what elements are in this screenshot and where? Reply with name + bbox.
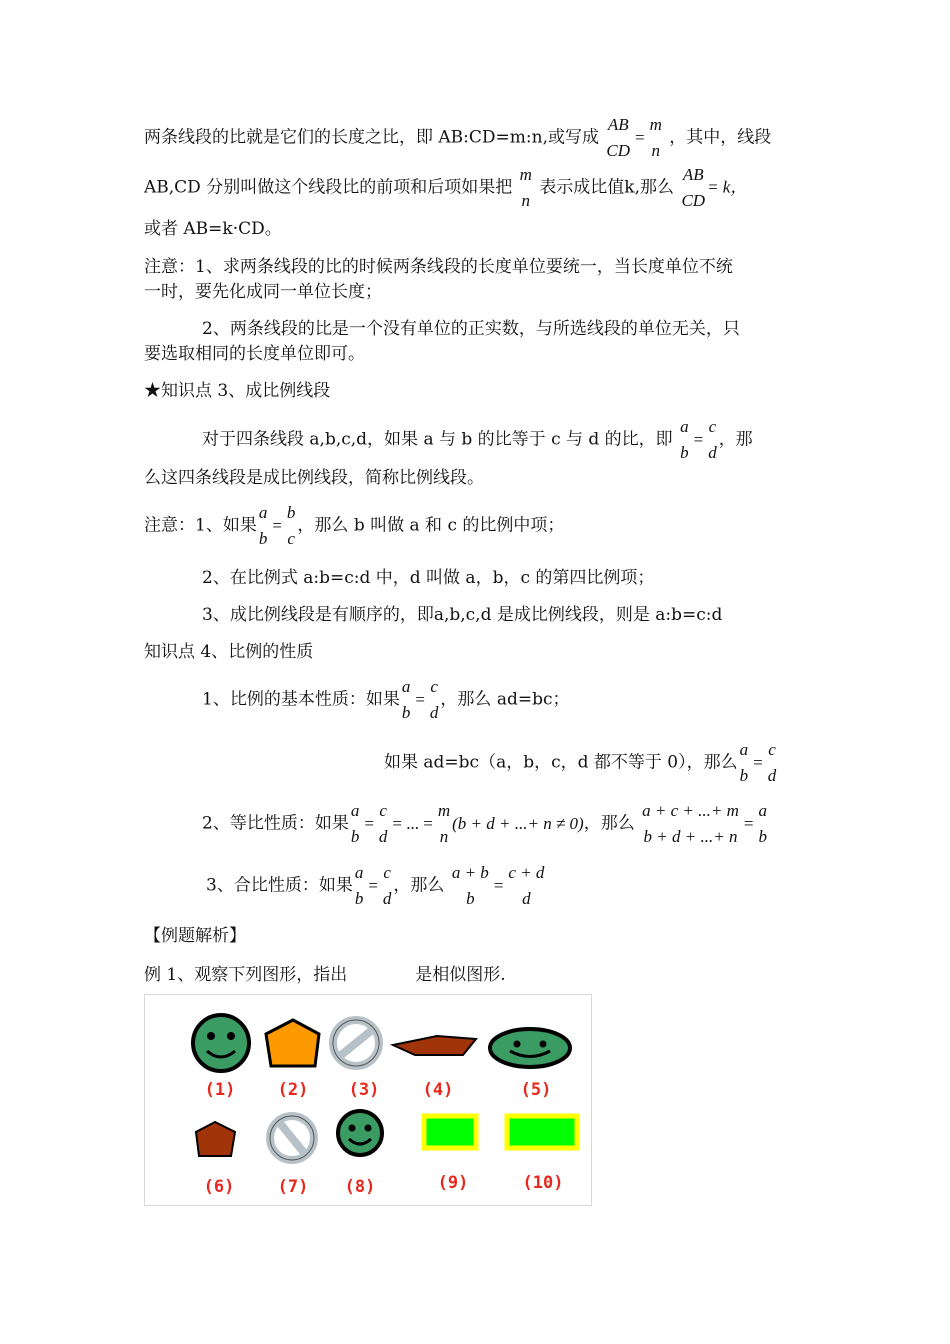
flat-smiley-icon <box>490 1029 570 1067</box>
text: ，那么 b 叫做 a 和 c 的比例中项； <box>297 515 565 536</box>
fraction-c-d: c d <box>382 863 392 908</box>
fraction-c-d: c d <box>708 417 717 462</box>
fraction-a-b: a b <box>354 863 364 908</box>
shape-label: (6) <box>203 1177 235 1197</box>
text: 如果 ad=bc（a，b，c，d 都不等于 0），那么 <box>384 752 738 773</box>
fraction-a-b: a b <box>401 677 411 722</box>
text: 表示成比值k,那么 <box>539 177 675 198</box>
shape-label: (8) <box>344 1177 376 1197</box>
shape-label: (10) <box>522 1173 564 1193</box>
shape-label: (1) <box>204 1080 236 1100</box>
fraction-m-n: m n <box>519 165 532 210</box>
small-smiley-icon <box>338 1111 382 1155</box>
shape-label: (9) <box>437 1173 469 1193</box>
shape-label: (2) <box>277 1080 309 1100</box>
text: ，那么 <box>393 875 445 896</box>
fraction-c-d: c d <box>767 740 777 785</box>
shape-label: (3) <box>348 1080 380 1100</box>
text: 如果把 <box>461 177 513 198</box>
property-1: 1、比例的基本性质：如果 a b = c d ，那么 ad=bc； <box>202 674 570 726</box>
prohibited-icon <box>333 1020 379 1066</box>
text: 两条线段的比就是它们的长度之比，即 AB:CD=m:n,或写成 <box>144 127 599 148</box>
fraction-c-plus-d: c + d d <box>508 863 545 908</box>
shape-label: (5) <box>520 1080 552 1100</box>
wide-rectangle-icon <box>507 1116 577 1148</box>
text: ，那么 <box>583 813 635 834</box>
text: ，其中，线段 <box>669 127 772 148</box>
text: 是相似图形. <box>415 965 506 985</box>
fraction-ab-cd: AB CD <box>681 165 706 210</box>
small-pentagon-icon <box>196 1122 235 1156</box>
text: 2、等比性质：如果 <box>202 813 349 834</box>
text: ，那 <box>718 429 753 450</box>
note-1-line-2: 一时，要先化成同一单位长度； <box>144 282 382 302</box>
flat-pentagon-icon <box>393 1036 476 1055</box>
para-3: 或者 AB=k·CD。 <box>144 219 282 239</box>
pentagon-icon <box>266 1020 319 1066</box>
text: 例 1、观察下列图形，指出 <box>144 965 348 985</box>
fraction-m-n: m n <box>649 115 662 160</box>
example-heading: 【例题解析】 <box>144 926 246 946</box>
note-5: 3、成比例线段是有顺序的，即a,b,c,d 是成比例线段，则是 a:b=c:d <box>202 605 723 625</box>
text: 1、比例的基本性质：如果 <box>202 689 400 710</box>
fraction-a-plus-b: a + b b <box>451 863 489 908</box>
fraction-a-b: a b <box>350 801 360 846</box>
knowledge-point-4: 知识点 4、比例的性质 <box>144 642 314 662</box>
note-4: 2、在比例式 a:b=c:d 中，d 叫做 a，b，c 的第四比例项； <box>202 568 655 588</box>
property-3: 3、合比性质：如果 a b = c d ，那么 a + b b = c + d d <box>206 860 546 912</box>
note-2-line-2: 要选取相同的长度单位即可。 <box>144 344 365 364</box>
knowledge-point-3: ★知识点 3、成比例线段 <box>144 381 331 401</box>
fraction-ab-cd: AB CD <box>606 115 631 160</box>
text: 3、合比性质：如果 <box>206 875 353 896</box>
fraction-c-d: c d <box>378 801 388 846</box>
shapes-figure <box>144 994 592 1206</box>
fraction-c-d: c d <box>429 677 439 722</box>
smiley-icon <box>193 1015 249 1071</box>
property-1-converse: 如果 ad=bc（a，b，c，d 都不等于 0），那么 a b = c d <box>384 737 778 789</box>
para-4: 对于四条线段 a,b,c,d，如果 a 与 b 的比等于 c 与 d 的比，即 a b = c d ，那 <box>202 414 753 466</box>
property-2: 2、等比性质：如果 a b = c d = ... = m n (b + d + ...+ n ≠ 0)，那么 a + c + ...+ m b + d + ...+ n = a b <box>202 798 769 850</box>
fraction-b-c: b c <box>286 503 296 548</box>
para-1: 两条线段的比就是它们的长度之比，即 AB:CD=m:n,或写成 AB CD = m n ，其中，线段 <box>144 112 771 164</box>
fraction-a-b: a b <box>739 740 749 785</box>
note-1-line-1: 注意：1、求两条线段的比的时候两条线段的长度单位要统一，当长度单位不统 <box>144 257 733 277</box>
para-4-line-2: 么这四条线段是成比例线段，简称比例线段。 <box>144 468 484 488</box>
text: 注意：1、如果 <box>144 515 257 536</box>
text: 对于四条线段 a,b,c,d，如果 a 与 b 的比等于 c 与 d 的比，即 <box>202 429 673 450</box>
fraction-a-b: a b <box>258 503 268 548</box>
shape-label: (4) <box>422 1080 454 1100</box>
fraction-sum: a + c + ...+ m b + d + ...+ n <box>642 801 739 846</box>
text: ，那么 ad=bc； <box>440 689 570 710</box>
condition: (b + d + ...+ n ≠ 0) <box>452 814 584 833</box>
note-3: 注意：1、如果 a b = b c ，那么 b 叫做 a 和 c 的比例中项； <box>144 500 564 552</box>
example-1 <box>144 960 506 985</box>
para-2 <box>144 162 747 214</box>
fraction-a-b: a b <box>680 417 689 462</box>
fraction-a-b: a b <box>758 801 767 846</box>
rectangle-icon <box>424 1116 476 1148</box>
text: = k， <box>707 177 748 197</box>
note-2-line-1: 2、两条线段的比是一个没有单位的正实数，与所选线段的单位无关，只 <box>202 319 740 339</box>
shape-label: (7) <box>277 1177 309 1197</box>
fraction-m-n: m n <box>437 801 451 846</box>
text: AB,CD 分别叫做这个线段比的前项和后项 <box>144 177 462 198</box>
prohibited-icon <box>270 1116 314 1160</box>
